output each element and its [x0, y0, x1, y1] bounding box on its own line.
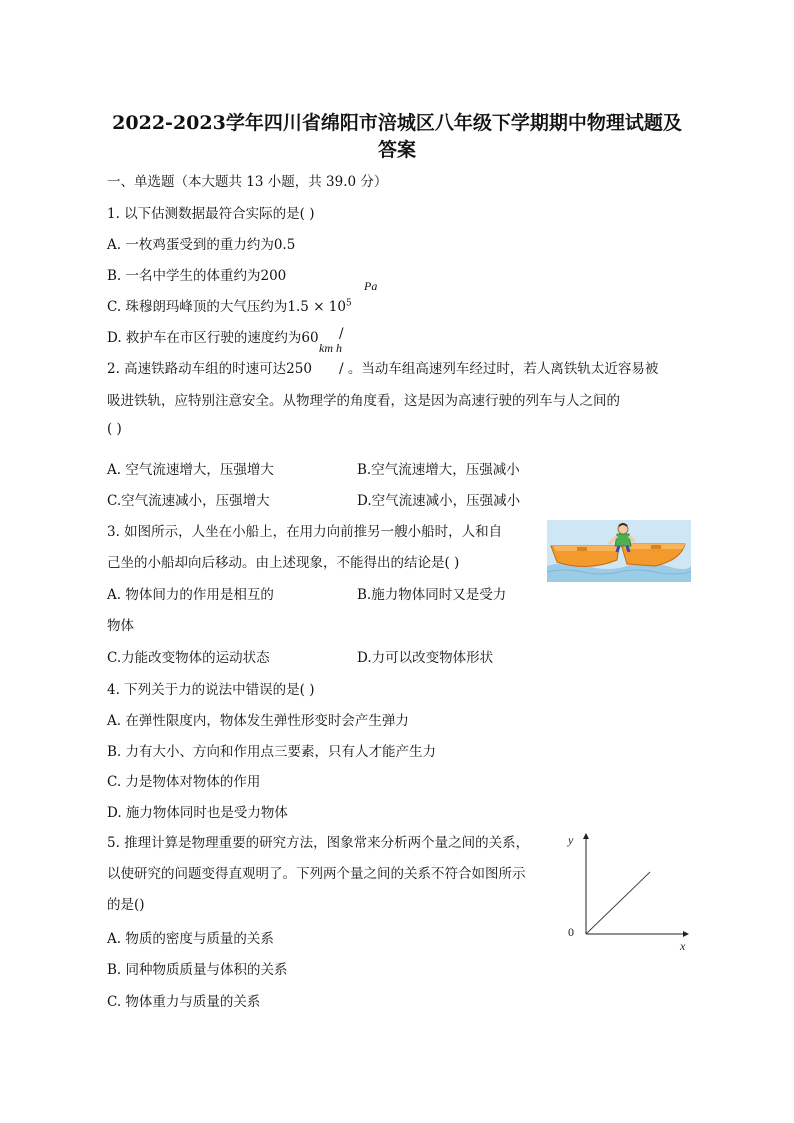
q5-stem-line3: 的是() [107, 897, 145, 913]
q2-stem-line2: 吸进铁轨，应特别注意安全。从物理学的角度看，这是因为高速行驶的列车与人之间的 [107, 393, 620, 409]
document-title-line2: 答案 [377, 139, 416, 161]
q1-option-c [107, 295, 352, 315]
x-axis-label: x [680, 939, 686, 953]
q3-option-a: A. 物体间力的作用是相互的 [107, 587, 274, 603]
q2-option-d: D.空气流速减小，压强减小 [357, 493, 521, 509]
q1-option-c-unit: Pa [364, 279, 378, 293]
q2-stem-end: / 。当动车组高速列车经过时，若人离铁轨太近容易被 [339, 361, 659, 377]
q1-option-c-exponent: 5 [345, 298, 352, 309]
q3-option-c: C.力能改变物体的运动状态 [107, 650, 270, 666]
q1-option-d: D. 救护车在市区行驶的速度约为60 [107, 330, 319, 346]
q4-option-c: C. 力是物体对物体的作用 [107, 774, 261, 790]
q2-stem-start: 2. 高速铁路动车组的时速可达250 [107, 361, 312, 377]
q2-option-b: B.空气流速增大，压强减小 [357, 462, 520, 478]
q3-option-d: D.力可以改变物体形状 [357, 650, 494, 666]
q4-option-b: B. 力有大小、方向和作用点三要素，只有人才能产生力 [107, 744, 437, 760]
q1-stem: 1. 以下估测数据最符合实际的是( ) [107, 206, 315, 222]
q3-stem-line2: 己坐的小船却向后移动。由上述现象，不能得出的结论是( ) [107, 555, 460, 571]
q2-option-c: C.空气流速减小，压强增大 [107, 493, 270, 509]
q2-option-a: A. 空气流速增大，压强增大 [107, 462, 274, 478]
q5-stem-line2: 以使研究的问题变得直观明了。下列两个量之间的关系不符合如图所示 [107, 866, 526, 882]
q1-option-a: A. 一枚鸡蛋受到的重力约为0.5 [107, 237, 296, 253]
q4-option-d: D. 施力物体同时也是受力物体 [107, 805, 288, 821]
section-heading: 一、单选题（本大题共 13 小题，共 39.0 分） [107, 174, 388, 190]
boats-illustration [547, 520, 691, 582]
q3-option-b-cont: 物体 [107, 618, 134, 634]
q3-option-b: B.施力物体同时又是受力 [357, 587, 507, 603]
q5-option-b: B. 同种物质质量与体积的关系 [107, 962, 288, 978]
y-axis-label: y [568, 833, 574, 847]
q2-unit: km h [319, 341, 342, 355]
q2-stem-line3: ( ) [107, 421, 122, 437]
q1-option-b: B. 一名中学生的体重约为200 [107, 268, 287, 284]
q3-stem-line1: 3. 如图所示，人坐在小船上，在用力向前推另一艘小船时，人和自 [107, 524, 503, 540]
q5-stem-line1: 5. 推理计算是物理重要的研究方法，图象常来分析两个量之间的关系， [107, 835, 530, 851]
q1-option-c-text: C. 珠穆朗玛峰顶的大气压约为1.5 × 10 [107, 299, 346, 315]
document-title-line1: 2022-2023学年四川省绵阳市涪城区八年级下学期期中物理试题及 [112, 112, 682, 134]
q5-option-a: A. 物质的密度与质量的关系 [107, 931, 274, 947]
linear-graph-figure [560, 828, 700, 954]
q5-option-c: C. 物体重力与质量的关系 [107, 994, 261, 1010]
q4-option-a: A. 在弹性限度内，物体发生弹性形变时会产生弹力 [107, 713, 409, 729]
q4-stem: 4. 下列关于力的说法中错误的是( ) [107, 682, 315, 698]
origin-label: 0 [568, 925, 574, 939]
proportional-line [586, 872, 650, 934]
q1-option-d-slash: / [339, 326, 344, 342]
